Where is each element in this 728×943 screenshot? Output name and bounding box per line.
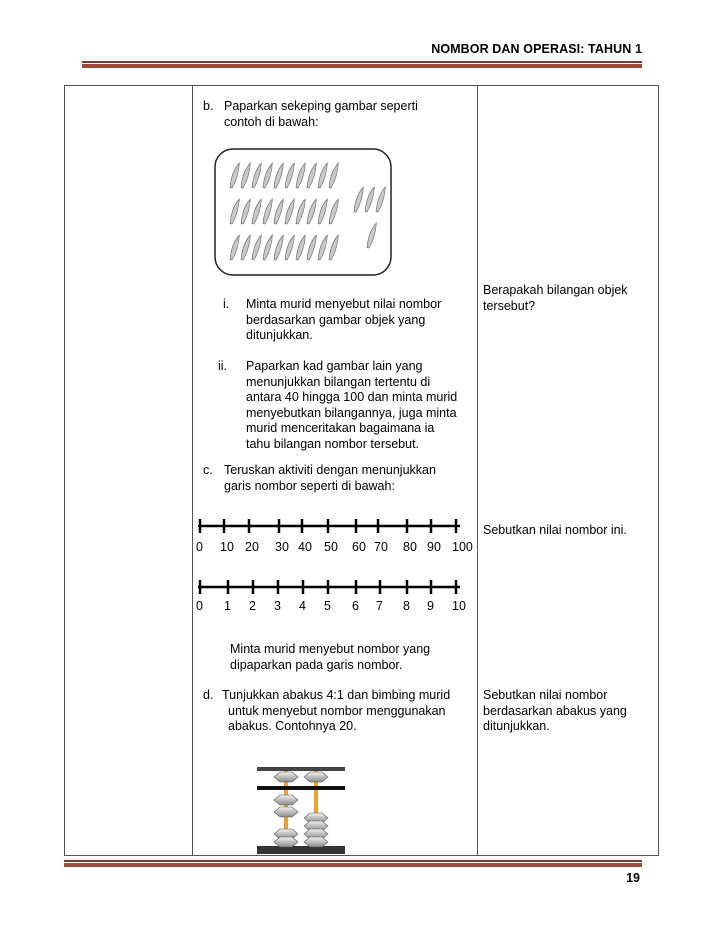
section-d-text bbox=[222, 688, 450, 735]
page-header-title: NOMBOR DAN OPERASI: TAHUN 1 bbox=[431, 42, 642, 56]
text-line: berdasarkan gambar objek yang bbox=[246, 312, 426, 327]
number-line-label: 20 bbox=[245, 540, 259, 554]
number-line-label: 9 bbox=[427, 599, 434, 613]
number-line-label: 0 bbox=[196, 540, 203, 554]
item-ii-text bbox=[246, 359, 457, 452]
number-line-label: 10 bbox=[452, 599, 466, 613]
abacus-bead bbox=[274, 772, 298, 782]
text-line: menunjukkan bilangan tertentu di bbox=[246, 374, 431, 389]
header-rule-thick bbox=[82, 64, 642, 68]
text-line: antara 40 hingga 100 dan minta murid bbox=[246, 390, 458, 404]
number-line-label: 0 bbox=[196, 599, 203, 613]
text-line: tersebut? bbox=[483, 298, 536, 313]
text-line: Minta murid menyebut nombor yang bbox=[230, 642, 431, 656]
section-b-text bbox=[224, 99, 418, 130]
number-line-label: 30 bbox=[275, 540, 289, 554]
text-line: Sebutkan nilai nombor bbox=[483, 688, 608, 702]
text-line: Minta murid menyebut nilai nombor bbox=[246, 297, 442, 311]
abacus-bead bbox=[304, 772, 328, 782]
text-line: abakus. Contohnya 20. bbox=[228, 719, 357, 733]
section-b-question bbox=[483, 283, 628, 314]
section-c-label: c. bbox=[203, 463, 213, 477]
number-line-label: 50 bbox=[324, 540, 338, 554]
footer-rule-thick bbox=[64, 863, 642, 867]
number-line-label: 7 bbox=[376, 599, 383, 613]
abacus-bead bbox=[274, 807, 298, 817]
number-line-label: 100 bbox=[452, 540, 473, 554]
number-line-label: 1 bbox=[224, 599, 231, 613]
text-line: untuk menyebut nombor menggunakan bbox=[228, 703, 446, 718]
text-line: garis nombor seperti di bawah: bbox=[224, 478, 395, 493]
number-line-tens bbox=[195, 516, 470, 536]
text-line: ditunjukkan. bbox=[483, 719, 550, 733]
number-line-label: 5 bbox=[324, 599, 331, 613]
text-line: menyebutkan bilangannya, juga minta bbox=[246, 405, 457, 420]
header-rule-thin bbox=[82, 61, 642, 63]
text-line: murid menceritakan bagaimana ia bbox=[246, 421, 435, 435]
section-d-label: d. bbox=[203, 688, 214, 702]
section-d-question bbox=[483, 688, 627, 735]
section-c-text bbox=[224, 463, 436, 494]
text-line: dipaparkan pada garis nombor. bbox=[230, 657, 403, 672]
table-column-divider-1 bbox=[192, 85, 193, 856]
item-ii-label: ii. bbox=[218, 359, 228, 373]
page-number: 19 bbox=[626, 871, 640, 885]
number-line-label: 40 bbox=[298, 540, 312, 554]
table-column-divider-2 bbox=[477, 85, 478, 856]
footer-rule-thin bbox=[64, 860, 642, 862]
section-c-instruction bbox=[230, 642, 430, 673]
number-line-label: 70 bbox=[374, 540, 388, 554]
number-line-label: 6 bbox=[352, 599, 359, 613]
text-line: berdasarkan abakus yang bbox=[483, 703, 627, 718]
abacus-bead bbox=[274, 837, 298, 847]
number-line-ones bbox=[195, 577, 470, 597]
text-line: Paparkan sekeping gambar seperti bbox=[224, 99, 418, 113]
text-line: Paparkan kad gambar lain yang bbox=[246, 359, 423, 373]
item-i-label: i. bbox=[223, 297, 230, 311]
number-line-label: 8 bbox=[403, 599, 410, 613]
text-line: Berapakah bilangan objek bbox=[483, 283, 628, 297]
number-line-label: 60 bbox=[352, 540, 366, 554]
number-line-label: 4 bbox=[299, 599, 306, 613]
number-line-label: 3 bbox=[274, 599, 281, 613]
text-line: ditunjukkan. bbox=[246, 328, 313, 342]
text-line: Tunjukkan abakus 4:1 dan bimbing murid bbox=[222, 688, 451, 702]
abacus-illustration bbox=[255, 766, 347, 858]
number-line-label: 90 bbox=[427, 540, 441, 554]
number-line-label: 2 bbox=[249, 599, 256, 613]
abacus-bead bbox=[274, 795, 298, 805]
abacus-bead bbox=[304, 837, 328, 847]
text-line: contoh di bawah: bbox=[224, 114, 319, 129]
text-line: Teruskan aktiviti dengan menunjukkan bbox=[224, 463, 436, 477]
picture-card bbox=[214, 148, 392, 276]
section-b-label: b. bbox=[203, 99, 214, 113]
item-i-text bbox=[246, 297, 441, 344]
section-c-question: Sebutkan nilai nombor ini. bbox=[483, 523, 627, 537]
number-line-label: 80 bbox=[403, 540, 417, 554]
number-line-label: 10 bbox=[220, 540, 234, 554]
text-line: tahu bilangan nombor tersebut. bbox=[246, 436, 420, 451]
